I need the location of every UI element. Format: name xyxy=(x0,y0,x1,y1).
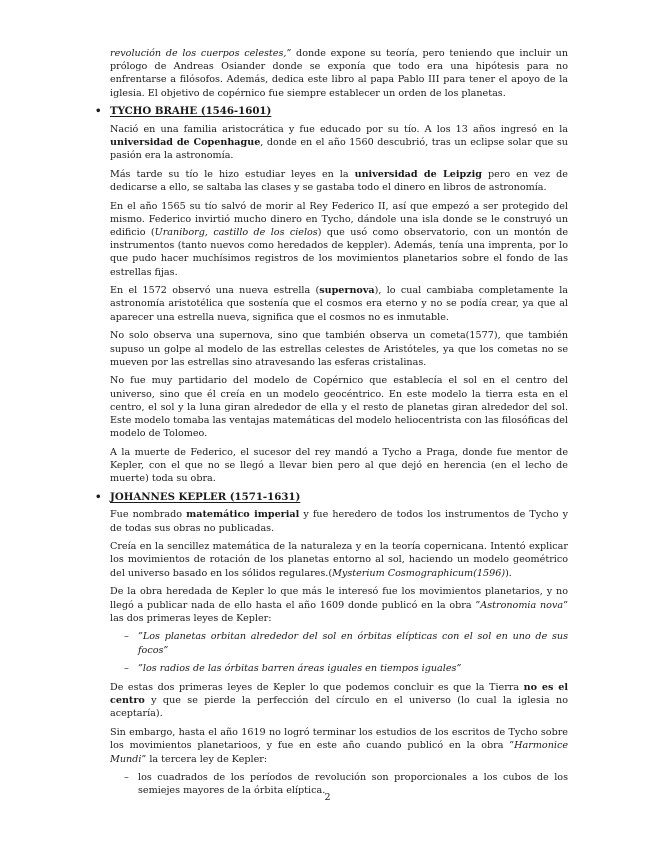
text-fragment: En el 1572 observó una nueva estrella ( xyxy=(110,285,320,297)
laws-list xyxy=(110,630,568,675)
text-fragment: ) que usó como observatorio, con un montón de instrumentos (tanto nuevos como heredados de keppler). Además, tenía una imprenta, por lo que pudo hacer muchísimos registros de los movimientos planetarios sobre el fondo de las estrellas fijas. xyxy=(110,226,569,278)
text-fragment: ” las dos primeras leyes de Kepler: xyxy=(110,599,568,624)
tycho-section-body xyxy=(96,123,568,486)
section-title: TYCHO BRAHE (1546-1601) xyxy=(110,105,272,118)
text-fragment: Sin embargo, hasta el año 1619 no logró terminar los estudios de los escritos de Tycho sobre los movimientos planetarioos, y fue en este año cuando publicó en la obra ” xyxy=(110,727,568,752)
paragraph xyxy=(110,123,568,163)
bold-term: no es el centro xyxy=(110,682,568,707)
dash-bullet: – xyxy=(124,772,129,784)
italic-term: Harmonice Mundi xyxy=(110,740,568,765)
law-text: los cuadrados de los períodos de revolución son proporcionales a los cubos de los semiejes mayores de la órbita elíptica. xyxy=(138,772,568,797)
text-fragment: Más tarde su tío le hizo estudiar leyes en la xyxy=(110,168,355,180)
text-fragment: , donde en el año 1560 descubrió, tras un eclipse solar que su pasión era la astronomía. xyxy=(110,136,568,161)
paragraph: A la muerte de Federico, el sucesor del rey mandó a Tycho a Praga, donde fue mentor de Kepler, con el que no se llegó a llevar bien pero al que dejó en herencia (en el lecho de muerte) toda su obra. xyxy=(110,446,568,485)
law-text: ”Los planetas orbitan alrededor del sol en órbitas elípticas con el sol en uno de sus focos” xyxy=(138,631,568,656)
paragraph xyxy=(110,284,568,324)
book-title-fragment: revolución de los cuerpos celestes, xyxy=(110,48,287,59)
bold-term: matemático imperial xyxy=(186,509,300,521)
text-fragment: ). xyxy=(505,567,512,579)
text-fragment: pero en vez de dedicarse a ello, se saltaba las clases y se gastaba todo el dinero en libros de astronomía. xyxy=(110,168,568,193)
paragraph xyxy=(110,585,568,625)
text-fragment: y que se pierde la perfección del círculo en el universo (lo cual la iglesia no aceptaría). xyxy=(110,695,568,720)
paragraph xyxy=(110,508,568,534)
bold-term: supernova xyxy=(319,285,375,297)
dash-bullet: – xyxy=(124,662,129,674)
paragraph xyxy=(110,200,568,279)
text-fragment: Creía en la sencillez matemática de la naturaleza y en la teoría copernicana. Intentó explicar los movimientos de rotación de los planetas entorno al sol, haciendo un modelo geométrico del universo basado en los sólidos regulares.( xyxy=(110,541,568,579)
italic-term: Astronomia nova xyxy=(480,599,564,611)
italic-term: Uraniborg, castillo de los cielos xyxy=(154,226,318,238)
text-fragment: De la obra heredada de Kepler lo que más le interesó fue los movimientos planetarios, y no llegó a publicar nada de ello hasta el año 1609 donde publicó en la obra ” xyxy=(110,586,568,611)
bold-term: universidad de Copenhague xyxy=(110,136,261,148)
paragraph xyxy=(110,168,568,194)
paragraph: No solo observa una supernova, sino que también observa un cometa(1577), que también supuso un golpe al modelo de las estrellas celestes de Aristóteles, ya que los cometas no se mueven por las estrellas sino atravesando las esferas cristalinas. xyxy=(110,330,568,368)
list-item xyxy=(124,630,568,656)
section-heading-kepler xyxy=(96,491,568,504)
text-fragment: ” donde expone su teoría, pero teniendo que incluir un prólogo de Andreas Osiander donde se exponía que todo era una hipótesis para no enfrentarse a filósofos. Además, dedica este libro al papa Pablo III para tener el apoyo de la iglesia. El objetivo de copérnico fue siempre establecer un orden de los planetas. xyxy=(110,48,568,99)
section-title: JOHANNES KEPLER (1571-1631) xyxy=(110,491,301,504)
kepler-section-body xyxy=(96,508,568,797)
text-fragment: Fue nombrado xyxy=(110,509,187,521)
page-number: 2 xyxy=(324,792,331,803)
section-heading-tycho xyxy=(96,105,568,118)
bullet-icon: • xyxy=(95,491,102,504)
intro-section xyxy=(96,47,568,100)
paragraph xyxy=(110,726,568,766)
page-content xyxy=(96,47,568,804)
text-fragment: De estas dos primeras leyes de Kepler lo que podemos concluir es que la Tierra xyxy=(110,682,524,694)
law-text: ”los radios de las órbitas barren áreas iguales en tiempos iguales” xyxy=(138,662,462,674)
list-item xyxy=(124,662,568,675)
intro-paragraph xyxy=(110,47,568,100)
paragraph: No fue muy partidario del modelo de Copérnico que establecía el sol en el centro del universo, sino que él creía en un modelo geocéntrico. En este modelo la tierra esta en el centro, el sol y la luna giran alrededor de ella y el resto de planetas giran alrededor del sol. Este modelo tomaba las ventajas matemáticas del modelo heliocentrista con las filosóficas del modelo de Tolomeo. xyxy=(110,375,568,440)
paragraph xyxy=(110,540,568,580)
dash-bullet: – xyxy=(124,631,129,643)
text-fragment: ” la tercera ley de Kepler: xyxy=(141,753,268,765)
bullet-icon: • xyxy=(95,105,102,118)
paragraph xyxy=(110,681,568,721)
text-fragment: y fue heredero de todos los instrumentos de Tycho y de todas sus obras no publicadas. xyxy=(110,509,568,534)
text-fragment: Nació en una familia aristocrática y fue educado por su tío. A los 13 años ingresó en la xyxy=(110,123,568,135)
italic-term: Mysterium Cosmographicum(1596) xyxy=(332,567,506,579)
text-fragment: ), lo cual cambiaba completamente la astronomía aristotélica que sostenía que el cosmos era eterno y no se podía crear, ya que al aparecer una estrella nueva, significa que el cosmos no es inmutable. xyxy=(110,285,568,323)
text-fragment: En el año 1565 su tío salvó de morir al Rey Federico II, así que empezó a ser protegido del mismo. Federico invirtió mucho dinero en Tycho, dándole una isla donde se le construyó un edificio ( xyxy=(110,200,568,238)
bold-term: universidad de Leipzig xyxy=(354,168,482,180)
